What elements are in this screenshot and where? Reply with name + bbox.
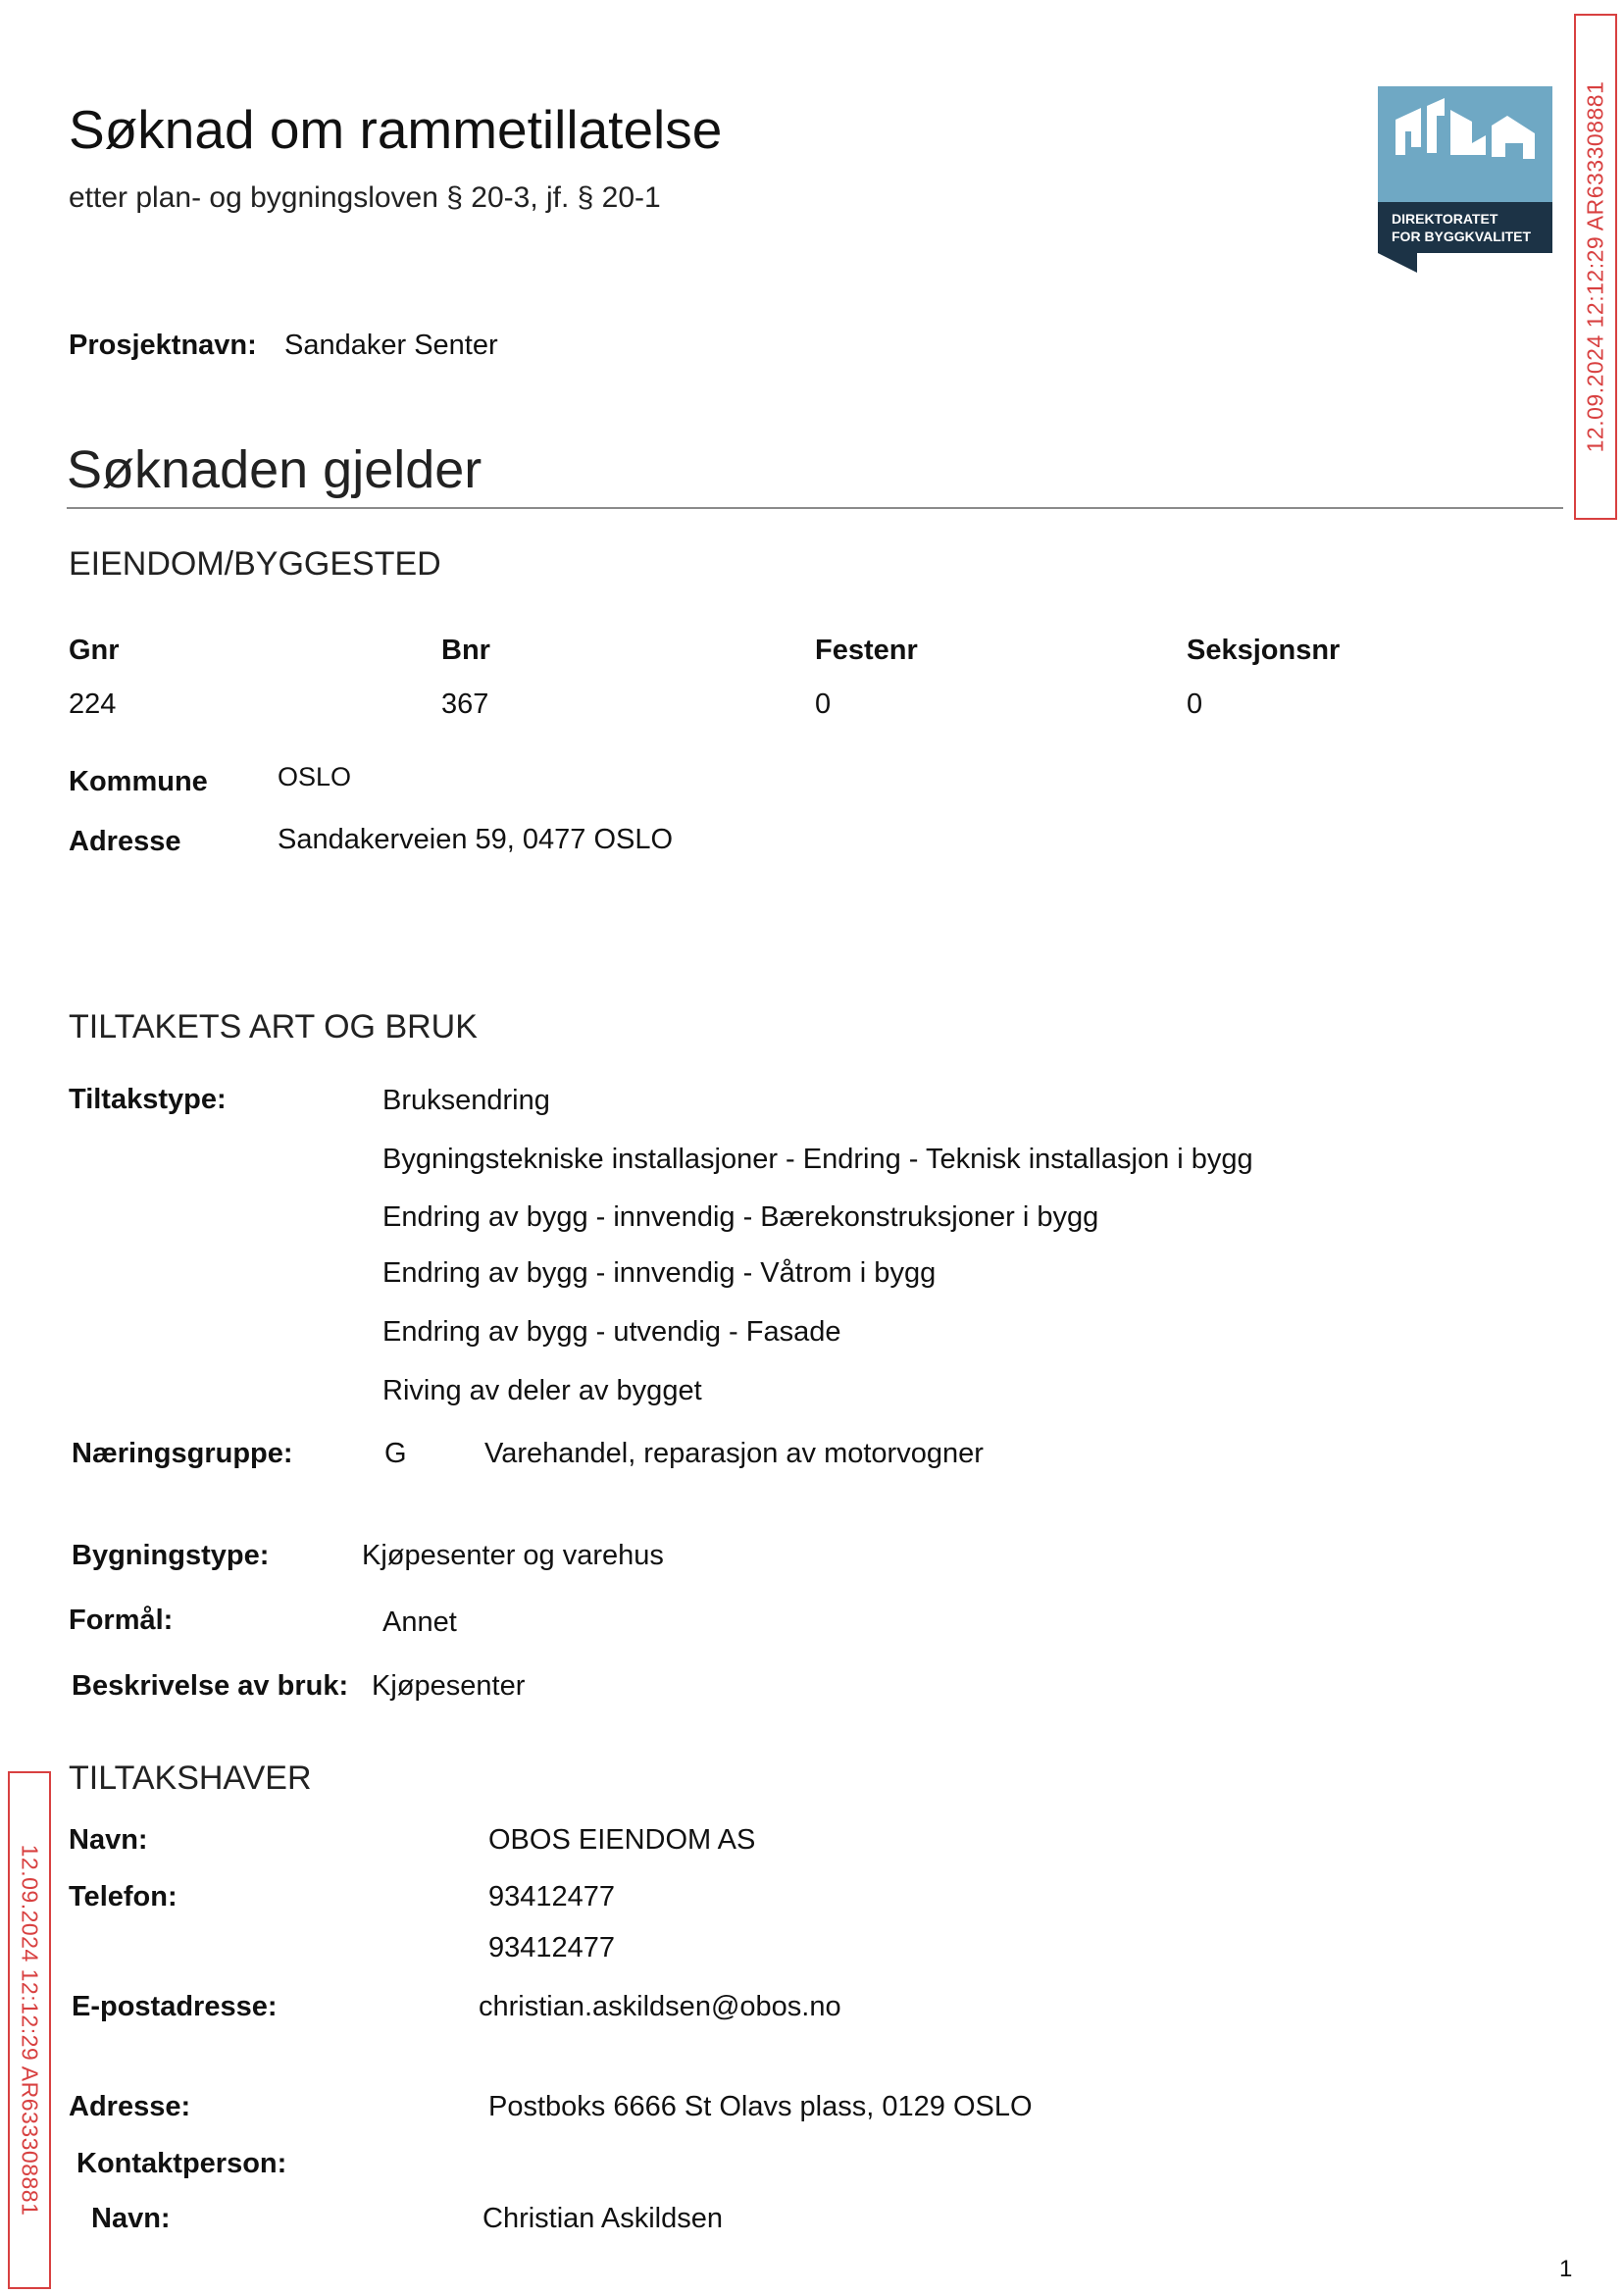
logo-text-line2: FOR BYGGKVALITET bbox=[1392, 229, 1532, 244]
beskrivelse-label: Beskrivelse av bruk: bbox=[72, 1670, 349, 1702]
page-number: 1 bbox=[1559, 2256, 1573, 2282]
kontakt-navn-label: Navn: bbox=[91, 2203, 171, 2234]
telefon-label: Telefon: bbox=[69, 1881, 178, 1912]
bygningstype-value: Kjøpesenter og varehus bbox=[362, 1540, 664, 1571]
timestamp-stamp-left bbox=[8, 1771, 51, 2289]
navn-label: Navn: bbox=[69, 1824, 148, 1856]
tiltakstype-item: Bruksendring bbox=[382, 1085, 550, 1116]
timestamp-stamp-top bbox=[1574, 14, 1617, 520]
navn-value: OBOS EIENDOM AS bbox=[488, 1824, 756, 1856]
formaal-value: Annet bbox=[382, 1606, 457, 1638]
logo-text-line1: DIREKTORATET bbox=[1392, 211, 1498, 227]
seksjonsnr-value: 0 bbox=[1187, 688, 1203, 720]
tiltakshaver-adresse-label: Adresse: bbox=[69, 2091, 191, 2122]
tiltakstype-item: Endring av bygg - innvendig - Bærekonstruksjoner i bygg bbox=[382, 1201, 1099, 1233]
tiltak-heading: TILTAKETS ART OG BRUK bbox=[69, 1008, 478, 1045]
page-title: Søknad om rammetillatelse bbox=[69, 99, 723, 160]
tiltakstype-label: Tiltakstype: bbox=[69, 1084, 227, 1115]
formaal-label: Formål: bbox=[69, 1605, 174, 1636]
epost-value: christian.askildsen@obos.no bbox=[479, 1991, 841, 2022]
adresse-label: Adresse bbox=[69, 826, 181, 857]
project-label: Prosjektnavn: bbox=[69, 330, 257, 361]
beskrivelse-value: Kjøpesenter bbox=[372, 1670, 526, 1702]
bnr-value: 367 bbox=[441, 688, 489, 720]
naeringsgruppe-value: Varehandel, reparasjon av motorvogner bbox=[484, 1438, 984, 1469]
tiltakshaver-adresse-value: Postboks 6666 St Olavs plass, 0129 OSLO bbox=[488, 2091, 1033, 2122]
stamp-text-top: 12.09.2024 12:12:29 AR633308881 bbox=[1582, 80, 1608, 453]
gnr-value: 224 bbox=[69, 688, 117, 720]
property-heading: EIENDOM/BYGGESTED bbox=[69, 545, 441, 583]
kontaktperson-label: Kontaktperson: bbox=[76, 2148, 287, 2179]
kommune-value: OSLO bbox=[278, 762, 352, 791]
festenr-value: 0 bbox=[815, 688, 832, 720]
telefon-value: 93412477 bbox=[488, 1881, 616, 1912]
tiltakstype-item: Endring av bygg - utvendig - Fasade bbox=[382, 1316, 841, 1348]
tiltakstype-item: Riving av deler av bygget bbox=[382, 1375, 702, 1406]
bnr-label: Bnr bbox=[441, 635, 490, 666]
tiltakstype-item: Endring av bygg - innvendig - Våtrom i bygg bbox=[382, 1257, 937, 1289]
tiltakstype-item: Bygningstekniske installasjoner - Endring - Teknisk installasjon i bygg bbox=[382, 1144, 1253, 1175]
kommune-label: Kommune bbox=[69, 766, 208, 797]
stamp-text-left: 12.09.2024 12:12:29 AR633308881 bbox=[17, 1844, 43, 2217]
festenr-label: Festenr bbox=[815, 635, 918, 666]
kontakt-navn-value: Christian Askildsen bbox=[482, 2203, 723, 2234]
section-divider bbox=[67, 507, 1563, 509]
adresse-value: Sandakerveien 59, 0477 OSLO bbox=[278, 824, 674, 855]
gnr-label: Gnr bbox=[69, 635, 120, 666]
bygningstype-label: Bygningstype: bbox=[72, 1540, 270, 1571]
page-subtitle: etter plan- og bygningsloven § 20-3, jf. § 20-1 bbox=[69, 181, 661, 214]
epost-label: E-postadresse: bbox=[72, 1991, 278, 2022]
tiltakshaver-heading: TILTAKSHAVER bbox=[69, 1759, 312, 1797]
section-heading: Søknaden gjelder bbox=[67, 440, 482, 499]
dibk-logo bbox=[1378, 86, 1552, 273]
seksjonsnr-label: Seksjonsnr bbox=[1187, 635, 1341, 666]
project-value: Sandaker Senter bbox=[284, 330, 498, 361]
telefon-value: 93412477 bbox=[488, 1932, 616, 1963]
naeringsgruppe-label: Næringsgruppe: bbox=[72, 1438, 293, 1469]
naeringsgruppe-code: G bbox=[384, 1438, 407, 1469]
